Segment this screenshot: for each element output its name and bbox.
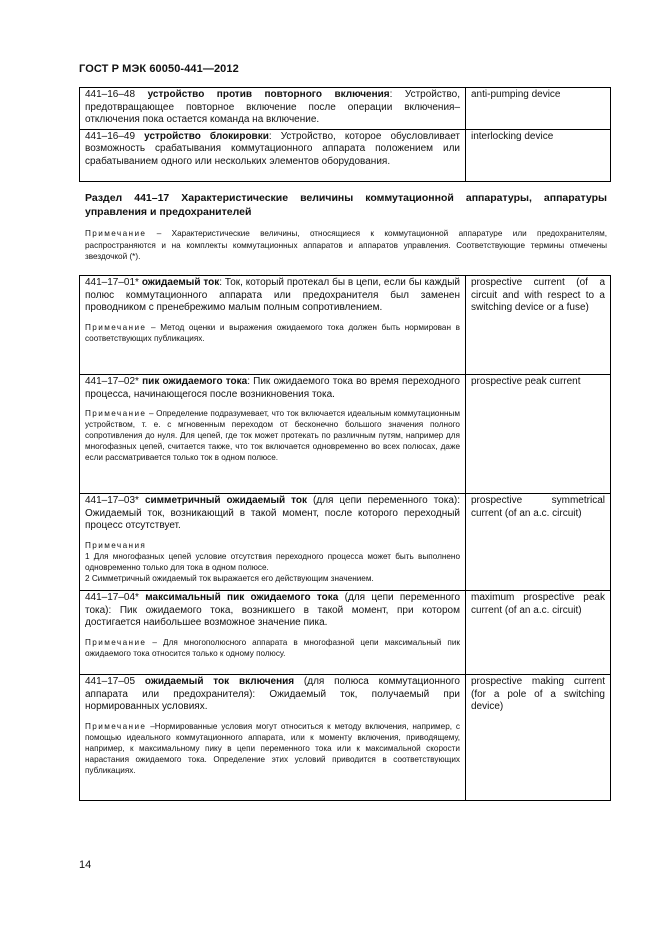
note-line: 2 Симметричный ожидаемый ток выражается его действующим значением.	[85, 573, 374, 583]
note-label: Примечание	[85, 721, 147, 731]
note-line: 1 Для многофазных цепей условие отсутствия переходного процесса может быть выполнено одновременно только для тока в одном полюсе.	[85, 551, 460, 572]
term-name: устройство против повторного включения	[147, 89, 390, 100]
english-term: prospective symmetrical current (of an a.c. circuit)	[466, 494, 611, 591]
term-definition: : Пик ожидаемого тока во время переходного процесса, начинающегося после возникновения тока.	[85, 376, 460, 400]
table-row	[80, 129, 611, 181]
term-name: ожидаемый ток	[141, 277, 220, 288]
table-row	[80, 375, 611, 494]
note-label: Примечание	[85, 637, 147, 647]
term-name: ожидаемый ток включения	[144, 676, 295, 687]
term-code: 441–17–04*	[85, 592, 139, 603]
section-title: Раздел 441–17 Характеристические величины коммутационной аппаратуры, аппаратуры управления и предохранителей	[85, 192, 607, 218]
term-definition: (для цепи переменного тока): Ожидаемый ток, возникающий в такой момент, после которого переходный процесс отсутствует.	[85, 495, 460, 532]
term-definition: (для полюса коммутационного аппарата или предохранителя): Ожидаемый ток, получаемый при нормированных условиях.	[85, 676, 460, 713]
term-cell	[80, 675, 466, 801]
term-code: 441–17–01*	[85, 277, 139, 288]
term-code: 441–17–03*	[85, 495, 139, 506]
term-code: 441–17–02*	[85, 376, 139, 387]
term-definition: : Ток, который протекал бы в цепи, если бы каждый полюс коммутационного аппарата или предохранителя был заменен проводником с пренебрежимо малым полным сопротивлением.	[85, 277, 460, 314]
terms-table-main	[79, 275, 611, 801]
note-text: –Нормированные условия могут относиться к методу включения, например, с помощью идеального коммутационного аппарата, или к моменту включения, приводящему, например, к максимальному пику в цепи переменного тока или к максимальной скорости нарастания ожидаемого тока. Определение этих условий приводится в соответствующих публикациях.	[85, 721, 460, 775]
note-label: Примечание	[85, 409, 147, 419]
english-term: prospective current (of a circuit and with respect to a switching device or a fuse)	[466, 276, 611, 375]
term-note	[85, 322, 460, 344]
term-cell	[80, 494, 466, 591]
term-cell	[80, 276, 466, 375]
note-label: Примечание	[85, 229, 147, 238]
term-code: 441–16–48	[85, 89, 136, 100]
table-row	[80, 494, 611, 591]
term-cell	[80, 88, 466, 130]
term-note	[85, 721, 460, 776]
term-name: симметричный ожидаемый ток	[144, 495, 308, 506]
note-text: – Характеристические величины, относящиеся к коммутационной аппаратуре или предохранителям, распространяются и на комплекты коммутационных аппаратов и аппаратов управления. Соответствующие термины отмечены звездочкой (*).	[85, 229, 607, 261]
term-definition: (для цепи переменного тока): Пик ожидаемого тока, возникшего в такой момент, при котором достигается наибольшее возможное значение пика.	[85, 592, 461, 629]
term-note	[85, 540, 460, 584]
term-note	[85, 408, 460, 463]
section-note	[85, 228, 607, 263]
page-number: 14	[79, 859, 92, 871]
note-text: – Для многополюсного аппарата в многофазной цепи максимальный пик ожидаемого тока относится только к одному полюсу.	[85, 637, 460, 658]
note-text: – Определение подразумевает, что ток включается идеальным коммутационным устройством, т. е. с мгновенным переходом от бесконечно большого значения полного сопротивления до нуля. Для цепей, где ток может протекать по различным путям, например для многофазных цепей, считается также, что ток включается одновременно во всех полюсах, даже если рассматривается только ток в одном полюсе.	[85, 409, 460, 463]
note-label: Примечания	[85, 540, 147, 550]
term-note	[85, 637, 460, 659]
english-term: anti-pumping device	[466, 88, 611, 130]
term-cell	[80, 129, 466, 181]
table-row	[80, 88, 611, 130]
english-term: interlocking device	[466, 129, 611, 181]
term-name: максимальный пик ожидаемого тока	[145, 592, 339, 603]
term-cell	[80, 375, 466, 494]
english-term: prospective peak current	[466, 375, 611, 494]
term-name: пик ожидаемого тока	[142, 376, 248, 387]
english-term: prospective making current (for a pole of a switching device)	[466, 675, 611, 801]
term-definition: : Устройство, предотвращающее повторное включение после операции включения–отключения пока остается команда на включение.	[85, 89, 460, 126]
table-row	[80, 276, 611, 375]
page-header: ГОСТ Р МЭК 60050-441—2012	[79, 63, 239, 75]
terms-table-top	[79, 87, 611, 182]
term-cell	[80, 591, 466, 675]
term-name: устройство блокировки	[144, 130, 269, 142]
note-label: Примечание	[85, 322, 147, 332]
table-row	[80, 675, 611, 801]
term-code: 441–16–49	[85, 130, 136, 142]
english-term: maximum prospective peak current (of an a.c. circuit)	[466, 591, 611, 675]
table-row	[80, 591, 611, 675]
note-text: – Метод оценки и выражения ожидаемого тока должен быть нормирован в соответствующих публикациях.	[85, 322, 460, 343]
term-definition: : Устройство, которое обусловливает возможность срабатывания коммутационного аппарата положением или срабатыванием одного или нескольких элементов оборудования.	[85, 130, 461, 167]
term-code: 441–17–05	[85, 676, 136, 687]
